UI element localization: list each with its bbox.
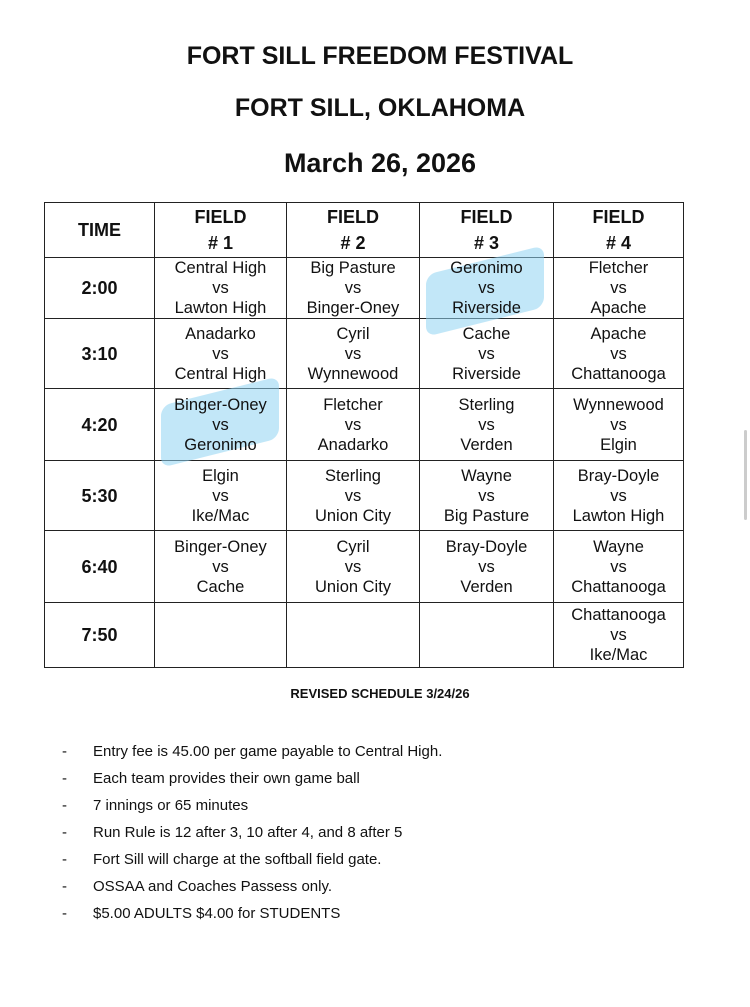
game-cell (287, 531, 420, 603)
game (287, 466, 419, 526)
game (287, 395, 419, 455)
team-a: Cyril (336, 537, 370, 556)
game-cell (554, 603, 684, 668)
team-b: Union City (314, 506, 392, 525)
team-a: Fletcher (323, 395, 383, 414)
vs-label: vs (478, 344, 495, 363)
table-row (45, 389, 684, 461)
game-cell (155, 389, 287, 461)
game-cell (155, 461, 287, 531)
vs-label: vs (344, 415, 362, 434)
game-cell (554, 319, 684, 389)
team-a: Wynnewood (573, 395, 664, 414)
team-b: Verden (460, 577, 513, 596)
rules-list (62, 741, 442, 930)
team-b: Riverside (452, 299, 521, 317)
game (554, 324, 683, 384)
column-header-line: # 1 (207, 233, 234, 253)
game (155, 258, 286, 318)
team-a: Wayne (461, 466, 512, 485)
game (420, 466, 553, 526)
vs-label: vs (610, 557, 627, 576)
game-cell (420, 258, 554, 319)
team-b: Geronimo (184, 435, 257, 454)
header-row (45, 203, 684, 258)
bullet-dash: - (62, 743, 67, 760)
team-a: Binger-Oney (174, 395, 267, 414)
game-cell (287, 461, 420, 531)
rule-item (62, 741, 442, 768)
vs-label: vs (610, 486, 627, 505)
vs-label: vs (478, 486, 495, 505)
rule-item (62, 795, 442, 822)
team-b: Wynnewood (307, 364, 399, 383)
column-header (554, 203, 684, 258)
game-cell (554, 531, 684, 603)
team-b: Chattanooga (571, 364, 666, 383)
game (155, 537, 286, 597)
table-row (45, 461, 684, 531)
rule-text: OSSAA and Coaches Passess only. (93, 878, 333, 895)
game-cell (155, 258, 287, 319)
vs-label: vs (478, 557, 495, 576)
game (554, 466, 683, 526)
event-location: FORT SILL, OKLAHOMA (234, 94, 526, 122)
team-b: Binger-Oney (306, 299, 400, 317)
vs-label: vs (212, 557, 229, 576)
team-a: Sterling (458, 395, 515, 414)
game-cell (554, 461, 684, 531)
time-cell: 4:20 (45, 389, 155, 461)
team-a: Fletcher (588, 259, 649, 277)
table-row (45, 319, 684, 389)
team-b: Verden (460, 435, 513, 454)
column-header-line: # 3 (473, 233, 500, 253)
game-cell (554, 258, 684, 319)
game (155, 324, 286, 384)
team-b: Lawton High (572, 506, 665, 525)
team-a: Anadarko (185, 324, 256, 343)
column-header-line: FIELD (194, 207, 247, 227)
rule-text: Each team provides their own game ball (93, 770, 360, 787)
game-cell (420, 461, 554, 531)
game (155, 395, 286, 455)
event-title: FORT SILL FREEDOM FESTIVAL (186, 42, 574, 70)
team-b: Riverside (452, 364, 521, 383)
game-cell (287, 258, 420, 319)
rule-item (62, 849, 442, 876)
column-header-line: FIELD (327, 207, 379, 227)
table-row (45, 603, 684, 668)
team-b: Apache (590, 299, 647, 317)
team-b: Union City (314, 577, 392, 596)
bullet-dash: - (62, 770, 67, 787)
team-a: Binger-Oney (174, 537, 267, 556)
team-b: Anadarko (317, 435, 389, 454)
game-cell (155, 531, 287, 603)
column-header-line: TIME (78, 220, 121, 240)
bullet-dash: - (62, 797, 67, 814)
game (554, 258, 683, 318)
schedule-table (44, 202, 684, 668)
game (155, 466, 286, 526)
column-header (287, 203, 420, 258)
team-a: Cache (462, 324, 511, 343)
team-a: Apache (590, 324, 647, 343)
rule-text: Entry fee is 45.00 per game payable to Central High. (93, 743, 443, 760)
team-b: Central High (174, 364, 267, 383)
team-a: Wayne (593, 537, 644, 556)
team-a: Cyril (336, 324, 370, 343)
team-a: Sterling (325, 466, 381, 485)
bullet-dash: - (62, 905, 67, 922)
vs-label: vs (212, 415, 229, 434)
team-a: Chattanooga (571, 606, 666, 624)
vs-label: vs (344, 344, 362, 363)
time-cell: 3:10 (45, 319, 155, 389)
game (420, 324, 553, 384)
game (287, 324, 419, 384)
team-a: Central High (174, 259, 267, 277)
time-cell: 7:50 (45, 603, 155, 668)
vs-label: vs (610, 415, 627, 434)
game (554, 605, 683, 665)
rule-text: 7 innings or 65 minutes (93, 797, 249, 814)
team-a: Geronimo (450, 259, 523, 277)
game (420, 537, 553, 597)
event-date: March 26, 2026 (283, 148, 477, 178)
column-header-line: # 4 (605, 233, 632, 253)
game-cell (287, 603, 420, 668)
team-a: Big Pasture (310, 259, 396, 277)
team-b: Ike/Mac (191, 506, 250, 525)
game (287, 258, 419, 318)
vs-label: vs (344, 486, 362, 505)
game (287, 537, 419, 597)
game-cell (155, 319, 287, 389)
revised-note: REVISED SCHEDULE 3/24/26 (290, 686, 470, 701)
game-cell (287, 389, 420, 461)
game-cell (554, 389, 684, 461)
vs-label: vs (610, 626, 627, 644)
vs-label: vs (344, 279, 362, 297)
team-b: Elgin (600, 435, 637, 454)
bullet-dash: - (62, 878, 67, 895)
bullet-dash: - (62, 824, 67, 841)
team-b: Big Pasture (443, 506, 530, 525)
rule-item (62, 822, 442, 849)
scrollbar[interactable] (744, 430, 747, 520)
team-b: Ike/Mac (589, 646, 648, 664)
rule-item (62, 903, 442, 930)
rule-text: $5.00 ADULTS $4.00 for STUDENTS (93, 905, 341, 922)
vs-label: vs (610, 344, 627, 363)
time-cell: 2:00 (45, 258, 155, 319)
vs-label: vs (478, 279, 495, 297)
column-header (45, 203, 155, 258)
time-cell: 6:40 (45, 531, 155, 603)
bullet-dash: - (62, 851, 67, 868)
rule-text: Run Rule is 12 after 3, 10 after 4, and 8 after 5 (93, 824, 403, 841)
column-header-line: FIELD (592, 207, 645, 227)
rule-item (62, 768, 442, 795)
game-cell (420, 603, 554, 668)
game (420, 258, 553, 318)
vs-label: vs (212, 279, 229, 297)
game (554, 537, 683, 597)
vs-label: vs (344, 557, 362, 576)
rule-item (62, 876, 442, 903)
game (420, 395, 553, 455)
time-cell: 5:30 (45, 461, 155, 531)
game-cell (420, 531, 554, 603)
vs-label: vs (478, 415, 495, 434)
team-b: Chattanooga (571, 577, 666, 596)
game (554, 395, 683, 455)
team-a: Elgin (202, 466, 239, 485)
column-header (155, 203, 287, 258)
column-header-line: # 2 (340, 233, 366, 253)
vs-label: vs (212, 344, 229, 363)
team-b: Cache (196, 577, 245, 596)
column-header-line: FIELD (460, 207, 513, 227)
table-row (45, 531, 684, 603)
team-b: Lawton High (174, 299, 267, 317)
team-a: Bray-Doyle (445, 537, 528, 556)
vs-label: vs (610, 279, 627, 297)
game-cell (155, 603, 287, 668)
game-cell (287, 319, 420, 389)
game-cell (420, 389, 554, 461)
rule-text: Fort Sill will charge at the softball field gate. (93, 851, 382, 868)
team-a: Bray-Doyle (577, 466, 660, 485)
vs-label: vs (212, 486, 229, 505)
table-row (45, 258, 684, 319)
game-cell (420, 319, 554, 389)
